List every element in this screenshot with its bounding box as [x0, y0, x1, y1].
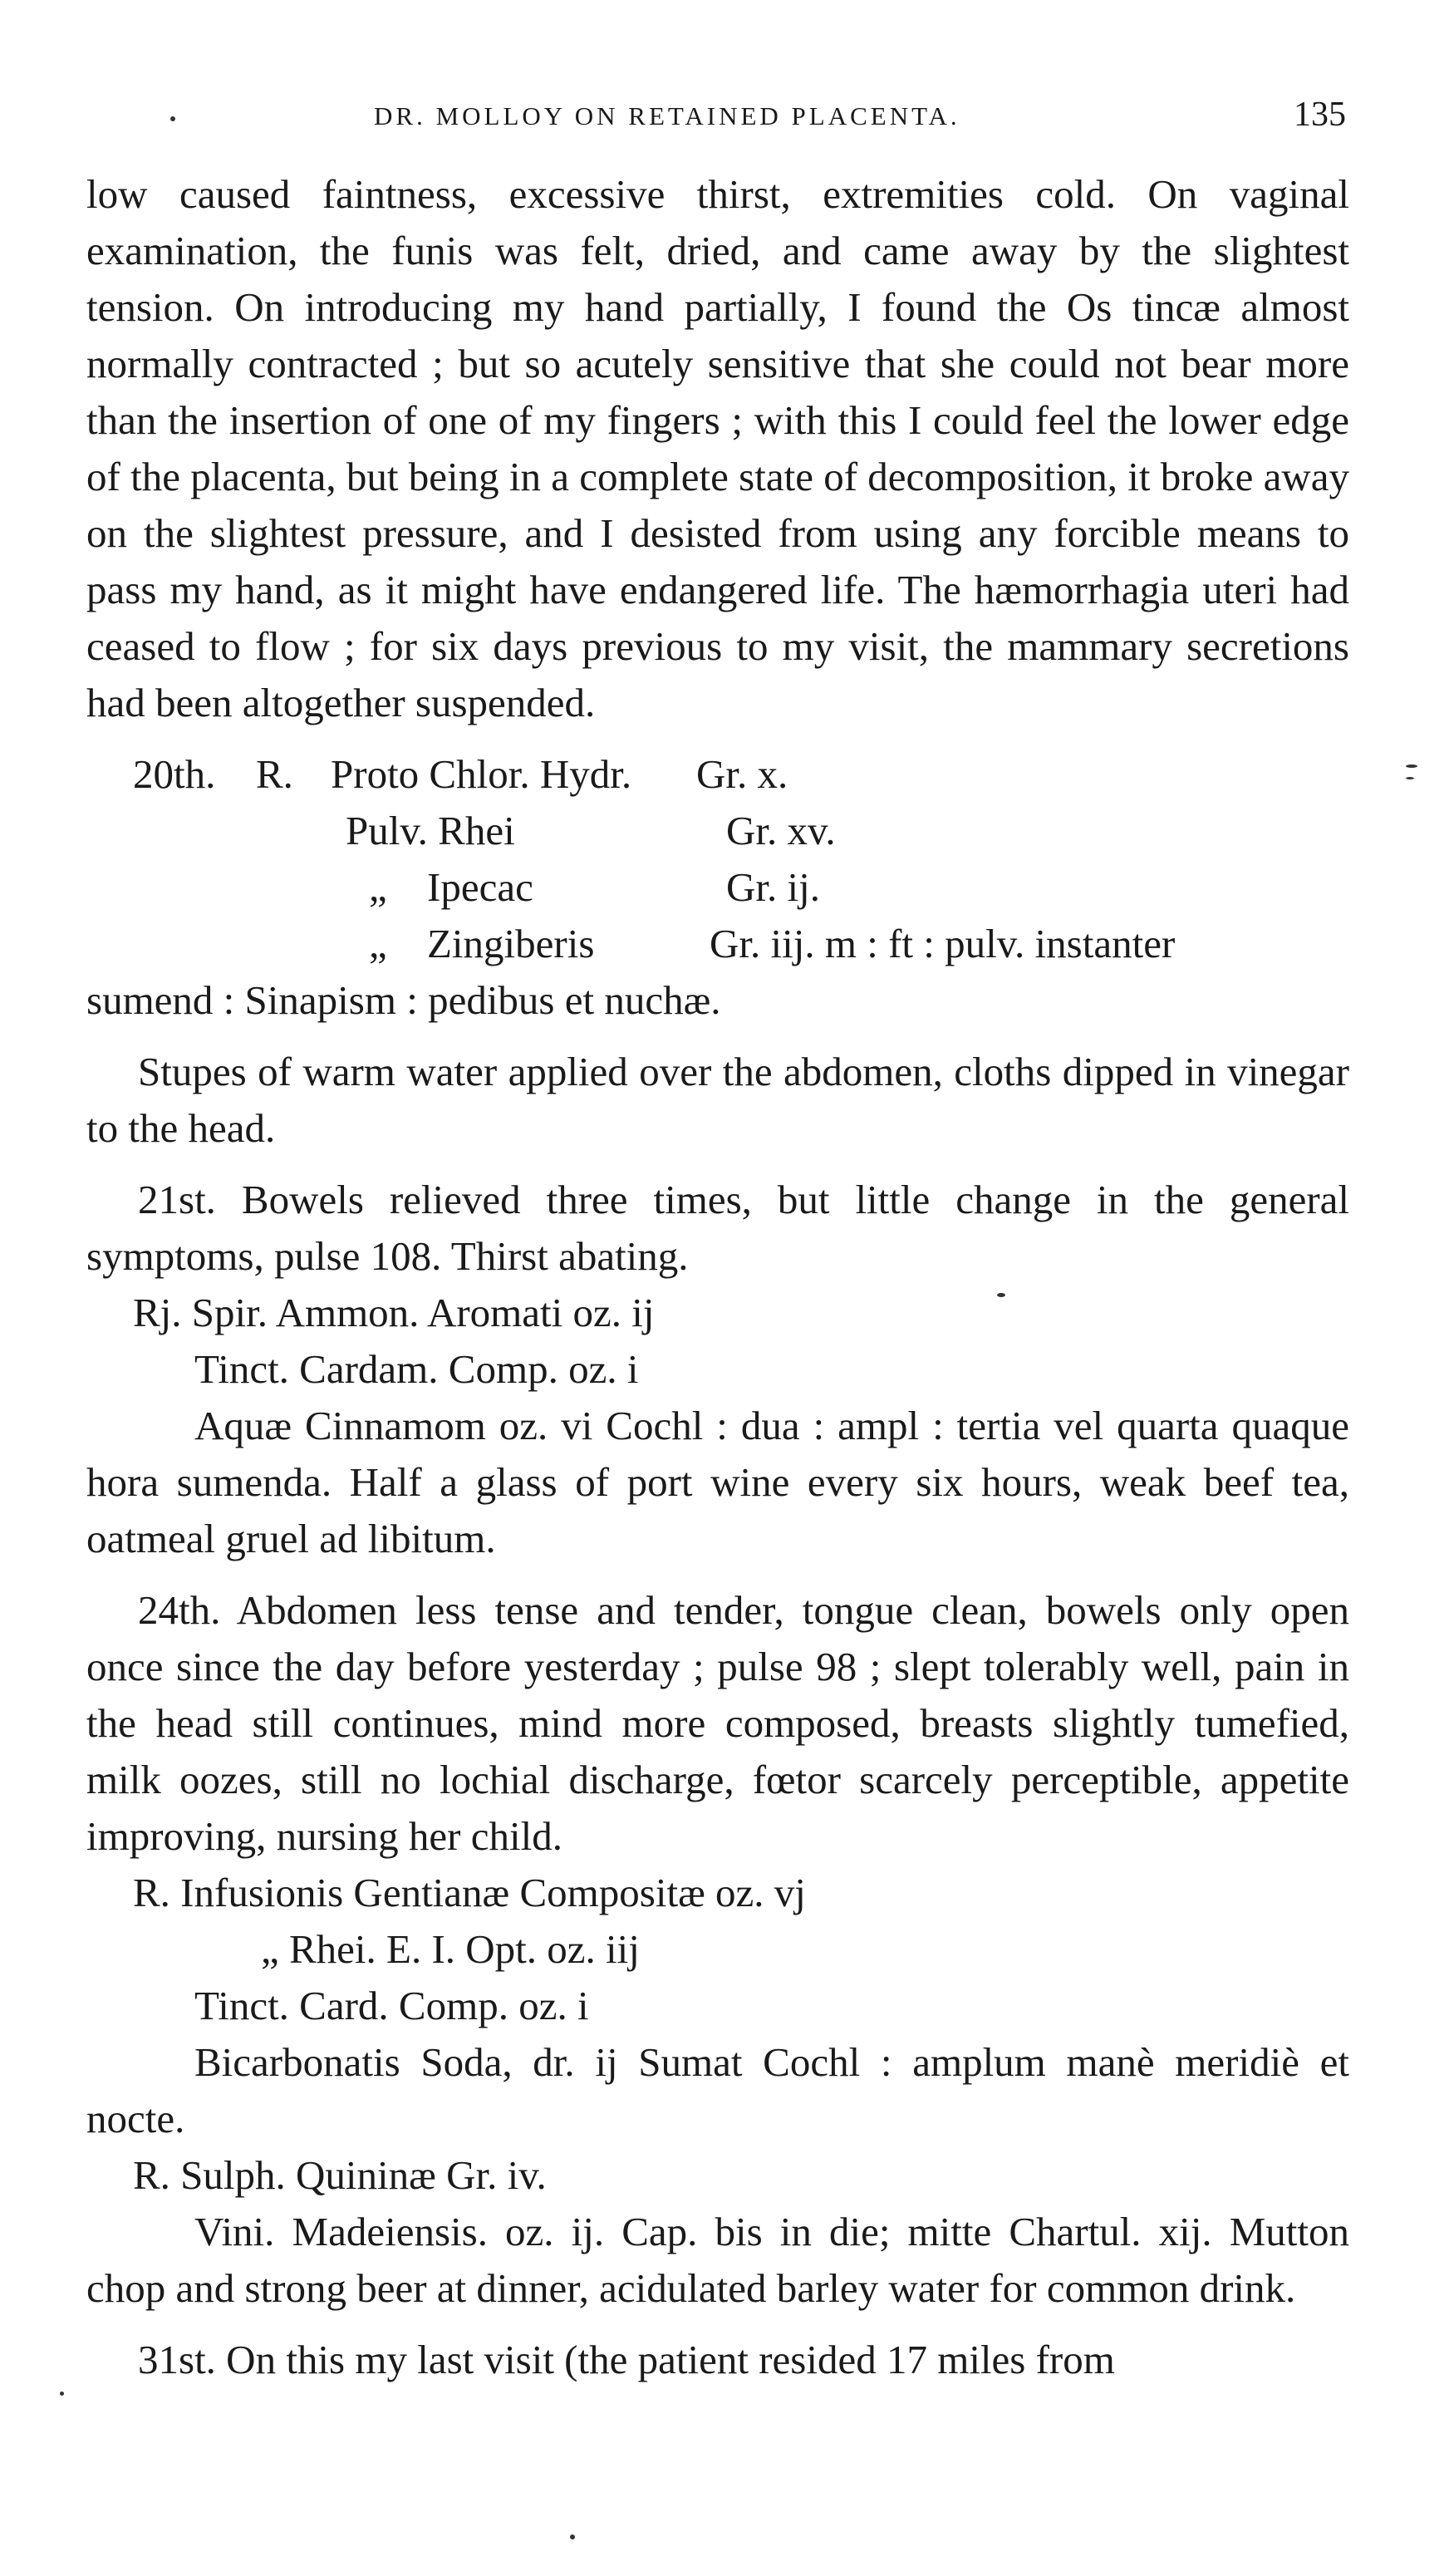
prescription-21st: [86, 1285, 1349, 1567]
rx3-line-3: Tinct. Card. Comp. oz. i: [194, 1983, 589, 2028]
rx1-drug-3: Ipecac: [427, 864, 533, 910]
scan-speck: [1406, 777, 1414, 779]
rx1-dose-3: Gr. ij.: [726, 864, 820, 910]
rx2-line-1: Rj. Spir. Ammon. Aromati oz. ij: [133, 1290, 655, 1335]
scan-speck: [997, 1293, 1005, 1297]
rx3-line-2: „ Rhei. E. I. Opt. oz. iij: [261, 1926, 640, 1972]
paragraph-5: 31st. On this my last visit (the patient resided 17 miles from: [138, 2337, 1115, 2382]
rx1-dose-1: Gr. x.: [696, 751, 788, 797]
rx1-drug-4: Zingiberis: [427, 921, 595, 966]
body-text: [86, 166, 1349, 2388]
rx1-line-3: [86, 859, 1349, 916]
page-header: [83, 93, 1346, 143]
paragraph-1: low caused faintness, excessive thirst, extremities cold. On vaginal examination, the funis was felt, dried, and came away by the slightest tension. On introducing my hand partially, I found the Os tincæ almost normally contracted ; but so acutely sensitive that she could not bear more than the insertion of one of my fingers ; with this I could feel the lower edge of the placenta, but being in a complete state of decomposition, it broke away on the slightest pressure, and I desisted from using any forcible means to pass my hand, as it might have endangered life. The hæmorrhagia uteri had ceased to flow ; for six days previous to my visit, the mammary secretions had been altogether suspended.: [86, 171, 1349, 725]
paragraph-4: 24th. Abdomen less tense and tender, tongue clean, bowels only open once since the day before yesterday ; pulse 98 ; slept tolerably well, pain in the head still continues, mind more composed, breasts slightly tumefied, milk oozes, still no lochial discharge, fœtor scarcely perceptible, appetite improving, nursing her child.: [86, 1587, 1349, 1859]
scan-speck: [170, 116, 175, 121]
scan-speck: [60, 2392, 64, 2396]
rx4-line-2: Vini. Madeiensis. oz. ij. Cap. bis in die; mitte Chartul. xij. Mutton chop and strong beer at dinner, acidulated barley water for common drink.: [86, 2209, 1349, 2311]
scan-speck: [570, 2534, 575, 2539]
rx4-line-1: R. Sulph. Quininæ Gr. iv.: [133, 2152, 547, 2198]
rx1-recipe-symbol: R.: [256, 751, 293, 797]
rx2-line-2: Tinct. Cardam. Comp. oz. i: [194, 1346, 639, 1392]
rx1-line-4: [86, 916, 1349, 972]
rx1-drug-1: Proto Chlor. Hydr.: [331, 751, 632, 797]
rx3-line-4: Bicarbonatis Soda, dr. ij Sumat Cochl : amplum manè meridiè et nocte.: [86, 2039, 1349, 2141]
rx3-line-1: R. Infusionis Gentianæ Compositæ oz. vj: [133, 1870, 806, 1915]
rx1-line-5: sumend : Sinapism : pedibus et nuchæ.: [86, 977, 721, 1023]
rx1-line-2: [86, 803, 1349, 859]
paragraph-2: Stupes of warm water applied over the abdomen, cloths dipped in vinegar to the head.: [86, 1049, 1349, 1151]
rx1-ditto-4: „: [369, 921, 387, 966]
prescription-20th: [86, 746, 1349, 1029]
rx1-line-1: [86, 746, 1349, 803]
prescription-24th: [86, 1865, 1349, 2147]
rx1-date: 20th.: [133, 751, 216, 797]
rx1-dose-2: Gr. xv.: [726, 808, 836, 853]
prescription-quinine: [86, 2147, 1349, 2317]
paragraph-3: 21st. Bowels relieved three times, but little change in the general symptoms, pulse 108. Thirst abating.: [86, 1177, 1349, 1279]
rx1-drug-2: Pulv. Rhei: [346, 808, 515, 853]
scan-speck: [1406, 764, 1417, 768]
running-title: DR. MOLLOY ON RETAINED PLACENTA.: [374, 101, 960, 130]
rx1-ditto-3: „: [369, 864, 387, 910]
page-number: 135: [1294, 96, 1346, 134]
rx2-line-3: Aquæ Cinnamom oz. vi Cochl : dua : ampl : tertia vel quarta quaque hora sumenda. Half a glass of port wine every six hours, weak beef tea, oatmeal gruel ad libitum.: [86, 1403, 1349, 1561]
rx1-dose-4: Gr. iij. m : ft : pulv. instanter: [710, 921, 1176, 966]
